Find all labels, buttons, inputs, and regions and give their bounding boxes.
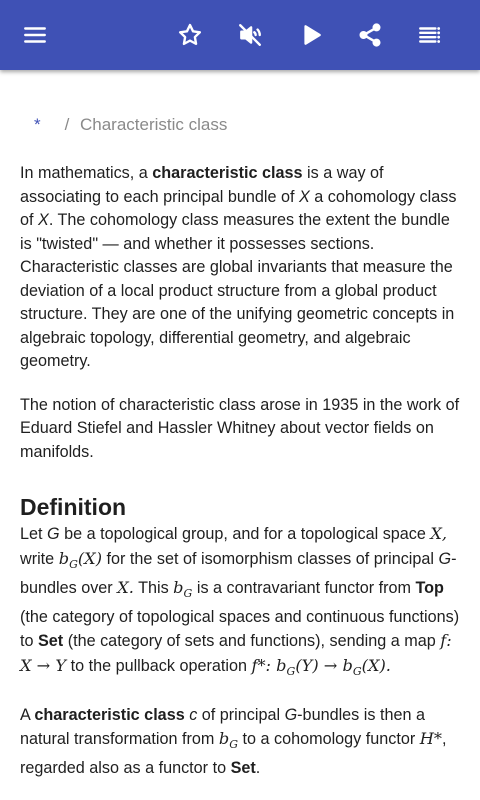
favorite-button[interactable] xyxy=(166,11,214,59)
share-icon xyxy=(357,22,383,48)
section-heading-definition: Definition xyxy=(20,494,127,520)
top-link: Top xyxy=(415,579,444,598)
menu-button[interactable] xyxy=(11,11,59,59)
share-button[interactable] xyxy=(346,11,394,59)
breadcrumb-home-link[interactable]: * xyxy=(34,115,41,134)
app-bar xyxy=(0,0,480,70)
play-button[interactable] xyxy=(287,11,335,59)
history-paragraph: The notion of characteristic class arose in 1935 in the work of Eduard Stiefel and Hassler Whitney about vector fields on manifolds. xyxy=(20,395,460,461)
mute-button[interactable] xyxy=(226,11,274,59)
breadcrumb-separator: / xyxy=(64,115,70,134)
star-icon xyxy=(177,22,203,48)
set-link-2: Set xyxy=(230,758,256,777)
set-link: Set xyxy=(38,632,64,651)
playlist-button[interactable] xyxy=(406,11,454,59)
breadcrumb xyxy=(20,114,465,136)
article-content xyxy=(20,70,465,780)
breadcrumb-current: Characteristic class xyxy=(80,115,228,134)
playlist-icon xyxy=(417,22,443,48)
term-link: characteristic class xyxy=(152,164,303,182)
hamburger-menu-icon xyxy=(22,22,48,48)
intro-paragraph: In mathematics, a characteristic class is a way of associating to each principal bundle of X a cohomology class of X. The cohomology class measures the extent the bundle is "twisted" — and whether it possesses sections. Characteristic classes are global invariants that measure the deviation of a local product structure from a global product structure. They are one of the unifying geometric concepts in algebraic topology, differential geometry, and algebraic geometry. xyxy=(20,164,457,370)
definition-paragraph: Let G be a topological group, and for a topological space X, write $b_G(X)$ for the set of isomorphism classes of principal G-bundles over X. This $b_G$ is a contravariant functor from Top (the category of topological spaces and continuous functions) to Set (the category of sets and functions), sending a map f: X → Y to the pullback operation f*: $b_G(Y) \to b_G(X)$. xyxy=(20,524,460,679)
characteristic-class-paragraph: A characteristic class c of principal G-bundles is then a natural transformation from $b_G$ to a cohomology functor H*, regarded also as a functor to Set. xyxy=(20,705,447,777)
play-icon xyxy=(298,22,324,48)
volume-mute-icon xyxy=(237,22,263,48)
